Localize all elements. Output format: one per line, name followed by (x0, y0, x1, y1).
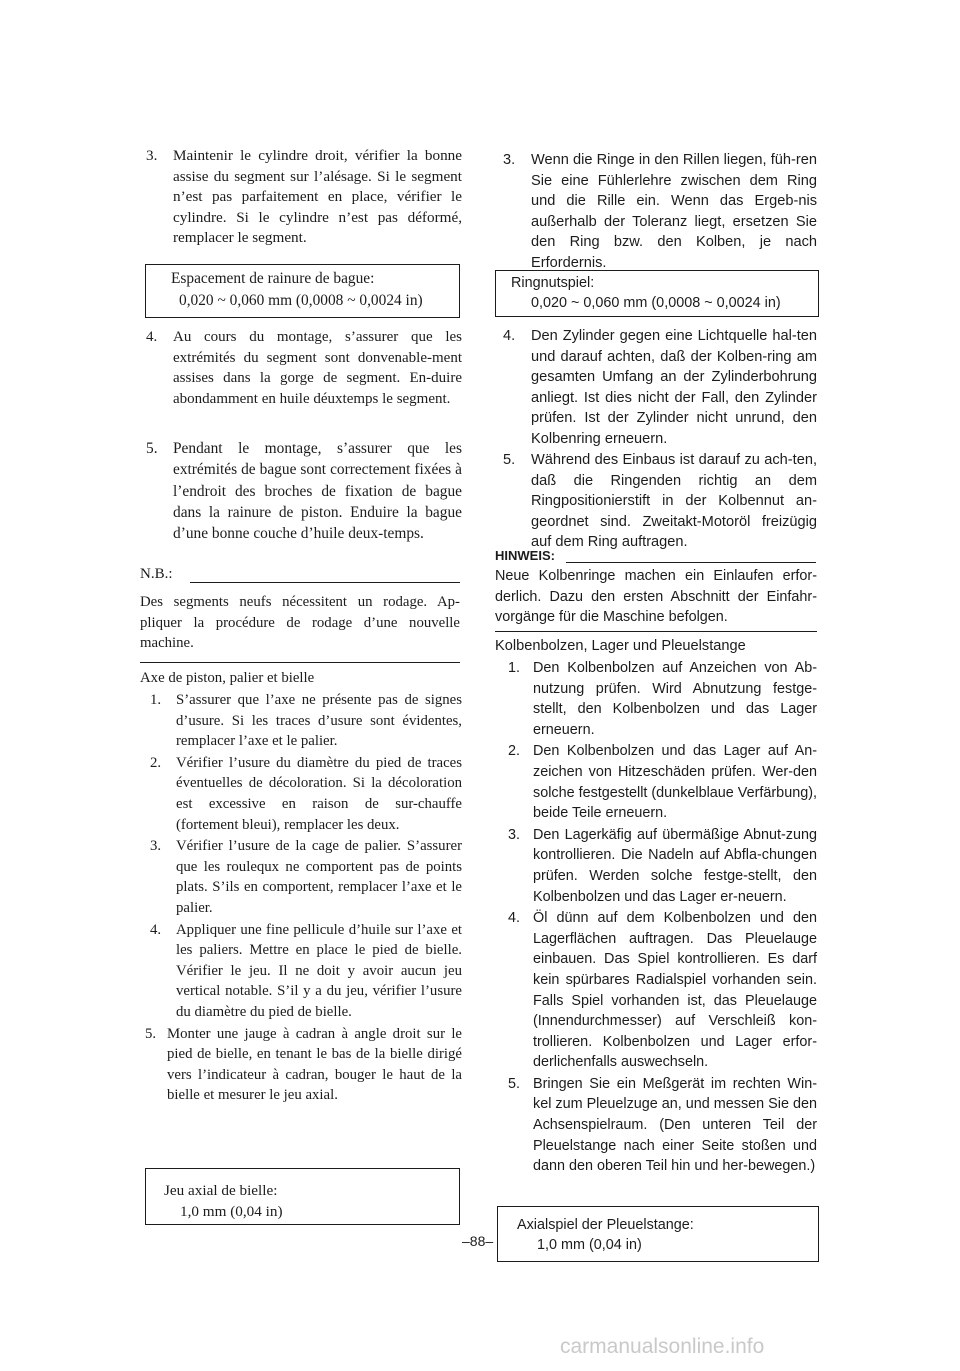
de-sub-1-text: Den Kolbenbolzen auf Anzeichen von Ab-nutzung prüfen. Wird Abnutzung festge-stellt, den Kolbenbolzen und das Lager erneuern. (533, 660, 817, 738)
fr-spec-ring-groove-value: 0,020 ~ 0,060 mm (0,0008 ~ 0,0024 in) (179, 292, 423, 309)
de-sub-item-3 (508, 825, 817, 907)
de-item-4-number: 4. (503, 328, 516, 344)
fr-note-label: N.B.: (140, 566, 173, 582)
fr-sub-5-text: Monter une jauge à cadran à angle droit sur le pied de bielle, en tenant le bas de la bielle dirigé vers l’indicateur à cadran, bouger le haut de la bielle et mesurer le jeu axial. (167, 1025, 462, 1104)
fr-note-rule (190, 582, 460, 583)
fr-item-5 (146, 438, 462, 544)
de-item-3-number: 3. (503, 152, 516, 168)
de-sub-4-number: 4. (508, 910, 521, 927)
fr-spec-axial-play-value: 1,0 mm (0,04 in) (180, 1203, 283, 1220)
de-note-end-rule (495, 631, 817, 632)
fr-sub-list (145, 690, 462, 1106)
de-sub-5-text: Bringen Sie ein Meßgerät im rechten Win-kel zum Pleuelzuge an, und messen Sie den Achsenspielraum. (Den unteren Teil der Pleuelstange nach einer Seite stoßen und dann den oberen Teil hin und her-bewegen.) (533, 1075, 817, 1175)
de-sub-list (508, 658, 817, 1177)
fr-sub-4-text: Appliquer une fine pellicule d’huile sur l’axe et les paliers. Mettre en place le pied de bielle. Vérifier le jeu. Il ne doit y avoir aucun jeu vertical notable. S’il y a du jeu, vérifier l’usure du diamètre du pied de bielle. (176, 921, 462, 1020)
de-sub-item-4 (508, 908, 817, 1073)
fr-item-4-text: Au cours du montage, s’assurer que les extrémités du segment sont donvenable-ment assises dans la gorge de segment. En-duire abondamment en huile déuxtemps le segment. (173, 329, 462, 407)
de-item-5 (503, 450, 817, 553)
de-sub-1-number: 1. (508, 660, 521, 676)
fr-sub-2-number: 2. (150, 754, 162, 771)
de-item-3-text: Wenn die Ringe in den Rillen liegen, füh-ren Sie eine Fühlerlehre zwischen dem Ring und die Rille ein. Wenn das Ergeb-nis außerhalb der Toleranz liegt, ersetzen Sie den Ring bzw. den Kolben, je nach Erfordernis. (531, 152, 817, 271)
de-sub-item-1 (508, 658, 817, 740)
de-spec-ring-groove-value: 0,020 ~ 0,060 mm (0,0008 ~ 0,0024 in) (531, 294, 781, 311)
de-sub-5-number: 5. (508, 1075, 521, 1092)
fr-item-4 (146, 327, 462, 409)
fr-sub-item-1 (150, 690, 462, 752)
de-sub-3-text: Den Lagerkäfig auf übermäßige Abnut-zung kontrollieren. Die Nadeln auf Abfla-chungen prüfen. Werden solche festge-stellt, den Kolbenbolzen und das Lager er-neuern. (533, 826, 817, 905)
fr-sub-item-4 (150, 920, 462, 1023)
de-spec-axial-play-value: 1,0 mm (0,04 in) (537, 1237, 642, 1253)
de-spec-ring-groove-label: Ringnutspiel: (511, 275, 595, 291)
fr-sub-2-text: Vérifier l’usure du diamètre du pied de traces éventuelles de décoloration. Si la décoloration est excessive en raison de sur-chauffe (fortement bleui), remplacer les deux. (176, 754, 462, 833)
watermark-text: carmanualsonline.info (560, 1335, 765, 1358)
fr-spec-axial-play (145, 1168, 460, 1225)
fr-spec-ring-groove (145, 264, 460, 318)
fr-section-title: Axe de piston, palier et bielle (140, 670, 315, 686)
fr-spec-ring-groove-label: Espacement de rainure de bague: (171, 270, 375, 287)
de-item-5-number: 5. (503, 452, 516, 468)
fr-note-text: Des segments neufs nécessitent un rodage. Ap-pliquer la procédure de rodage d’une nouvelle machine. (140, 594, 460, 651)
de-spec-ring-groove (495, 270, 819, 317)
fr-item-3-number: 3. (146, 147, 158, 164)
fr-sub-3-number: 3. (150, 838, 162, 855)
de-sub-2-number: 2. (508, 743, 521, 760)
fr-item-4-number: 4. (146, 329, 158, 345)
fr-spec-axial-play-label: Jeu axial de bielle: (164, 1182, 278, 1199)
fr-sub-item-3 (150, 836, 462, 918)
de-item-4 (503, 326, 817, 450)
de-sub-2-text: Den Kolbenbolzen und das Lager auf An-zeichen von Hitzeschäden prüfen. Wer-den solche festgestellt (dunkelblaue Verfärbung), beide Teile erneuern. (533, 743, 817, 822)
fr-sub-3-text: Vérifier l’usure de la cage de palier. S’assurer que les roulequx ne comportent pas de points plats. S’ils en comportent, remplacer l’axe et le palier. (176, 838, 462, 916)
de-item-5-text: Während des Einbaus ist darauf zu ach-ten, daß die Ringenden richtig an dem Ringpositionierstift in der Kolbennut an-geordnet sind. Zweitakt-Motoröl freizügig auf dem Ring auftragen. (531, 452, 817, 551)
fr-sub-item-5 (145, 1024, 462, 1106)
de-note-rule (566, 562, 816, 563)
de-item-4-text: Den Zylinder gegen eine Lichtquelle hal-ten und darauf achten, daß der Kolben-ring am gesamten Umfang an der Zylinderbohrung anliegt. Ist dies nicht der Fall, den Zylinder prüfen. Ist der Zylinder nicht unrund, den Kolbenring erneuern. (531, 328, 817, 447)
de-item-3 (503, 150, 817, 274)
fr-item-5-number: 5. (146, 440, 158, 457)
fr-note-end-rule (140, 662, 460, 663)
de-note-label: HINWEIS: (495, 548, 555, 563)
de-note-text: Neue Kolbenringe machen ein Einlaufen erfor-derlich. Dazu den ersten Abschnitt der Einfahr-vorgänge für die Maschine befolgen. (495, 568, 817, 626)
fr-item-5-text: Pendant le montage, s’assurer que les extrémités de bague sont correctement fixées à l’endroit des broches de fixation de bague dans la rainure de piston. Enduire la bague d’une bonne couche d’huile deux-temps. (173, 440, 462, 543)
fr-item-3 (146, 146, 462, 249)
de-section-title: Kolbenbolzen, Lager und Pleuelstange (495, 638, 746, 654)
fr-sub-1-text: S’assurer que l’axe ne présente pas de signes d’usure. Si les traces d’usure sont évidentes, remplacer l’axe et le palier. (176, 692, 462, 750)
de-spec-axial-play (497, 1206, 819, 1262)
de-sub-item-2 (508, 741, 817, 823)
de-sub-4-text: Öl dünn auf dem Kolbenbolzen und den Lagerflächen auftragen. Das Pleuelauge einbauen. Das Spiel kontrollieren. Es darf kein spürbares Radialspiel vorhanden sein. Falls Spiel vorhanden ist, das Pleuelauge (Innendurchmesser) auf Verschleiß kon-trollieren. Kolbenbolzen und Lager erfor-derlichenfalls auswechseln. (533, 910, 817, 1071)
fr-item-3-text: Maintenir le cylindre droit, vérifier la bonne assise du segment sur l’alésage. Si le segment n’est pas parfaitement en place, vérifier le cylindre. Si le cylindre n’est pas déformé, remplacer le segment. (173, 147, 462, 246)
de-spec-axial-play-label: Axialspiel der Pleuelstange: (517, 1217, 694, 1233)
de-sub-item-5 (508, 1074, 817, 1177)
fr-sub-4-number: 4. (150, 921, 162, 938)
de-sub-3-number: 3. (508, 826, 521, 843)
fr-sub-1-number: 1. (150, 692, 162, 708)
fr-sub-5-number: 5. (145, 1025, 157, 1042)
fr-sub-item-2 (150, 753, 462, 835)
page-number: –88– (462, 1233, 494, 1249)
